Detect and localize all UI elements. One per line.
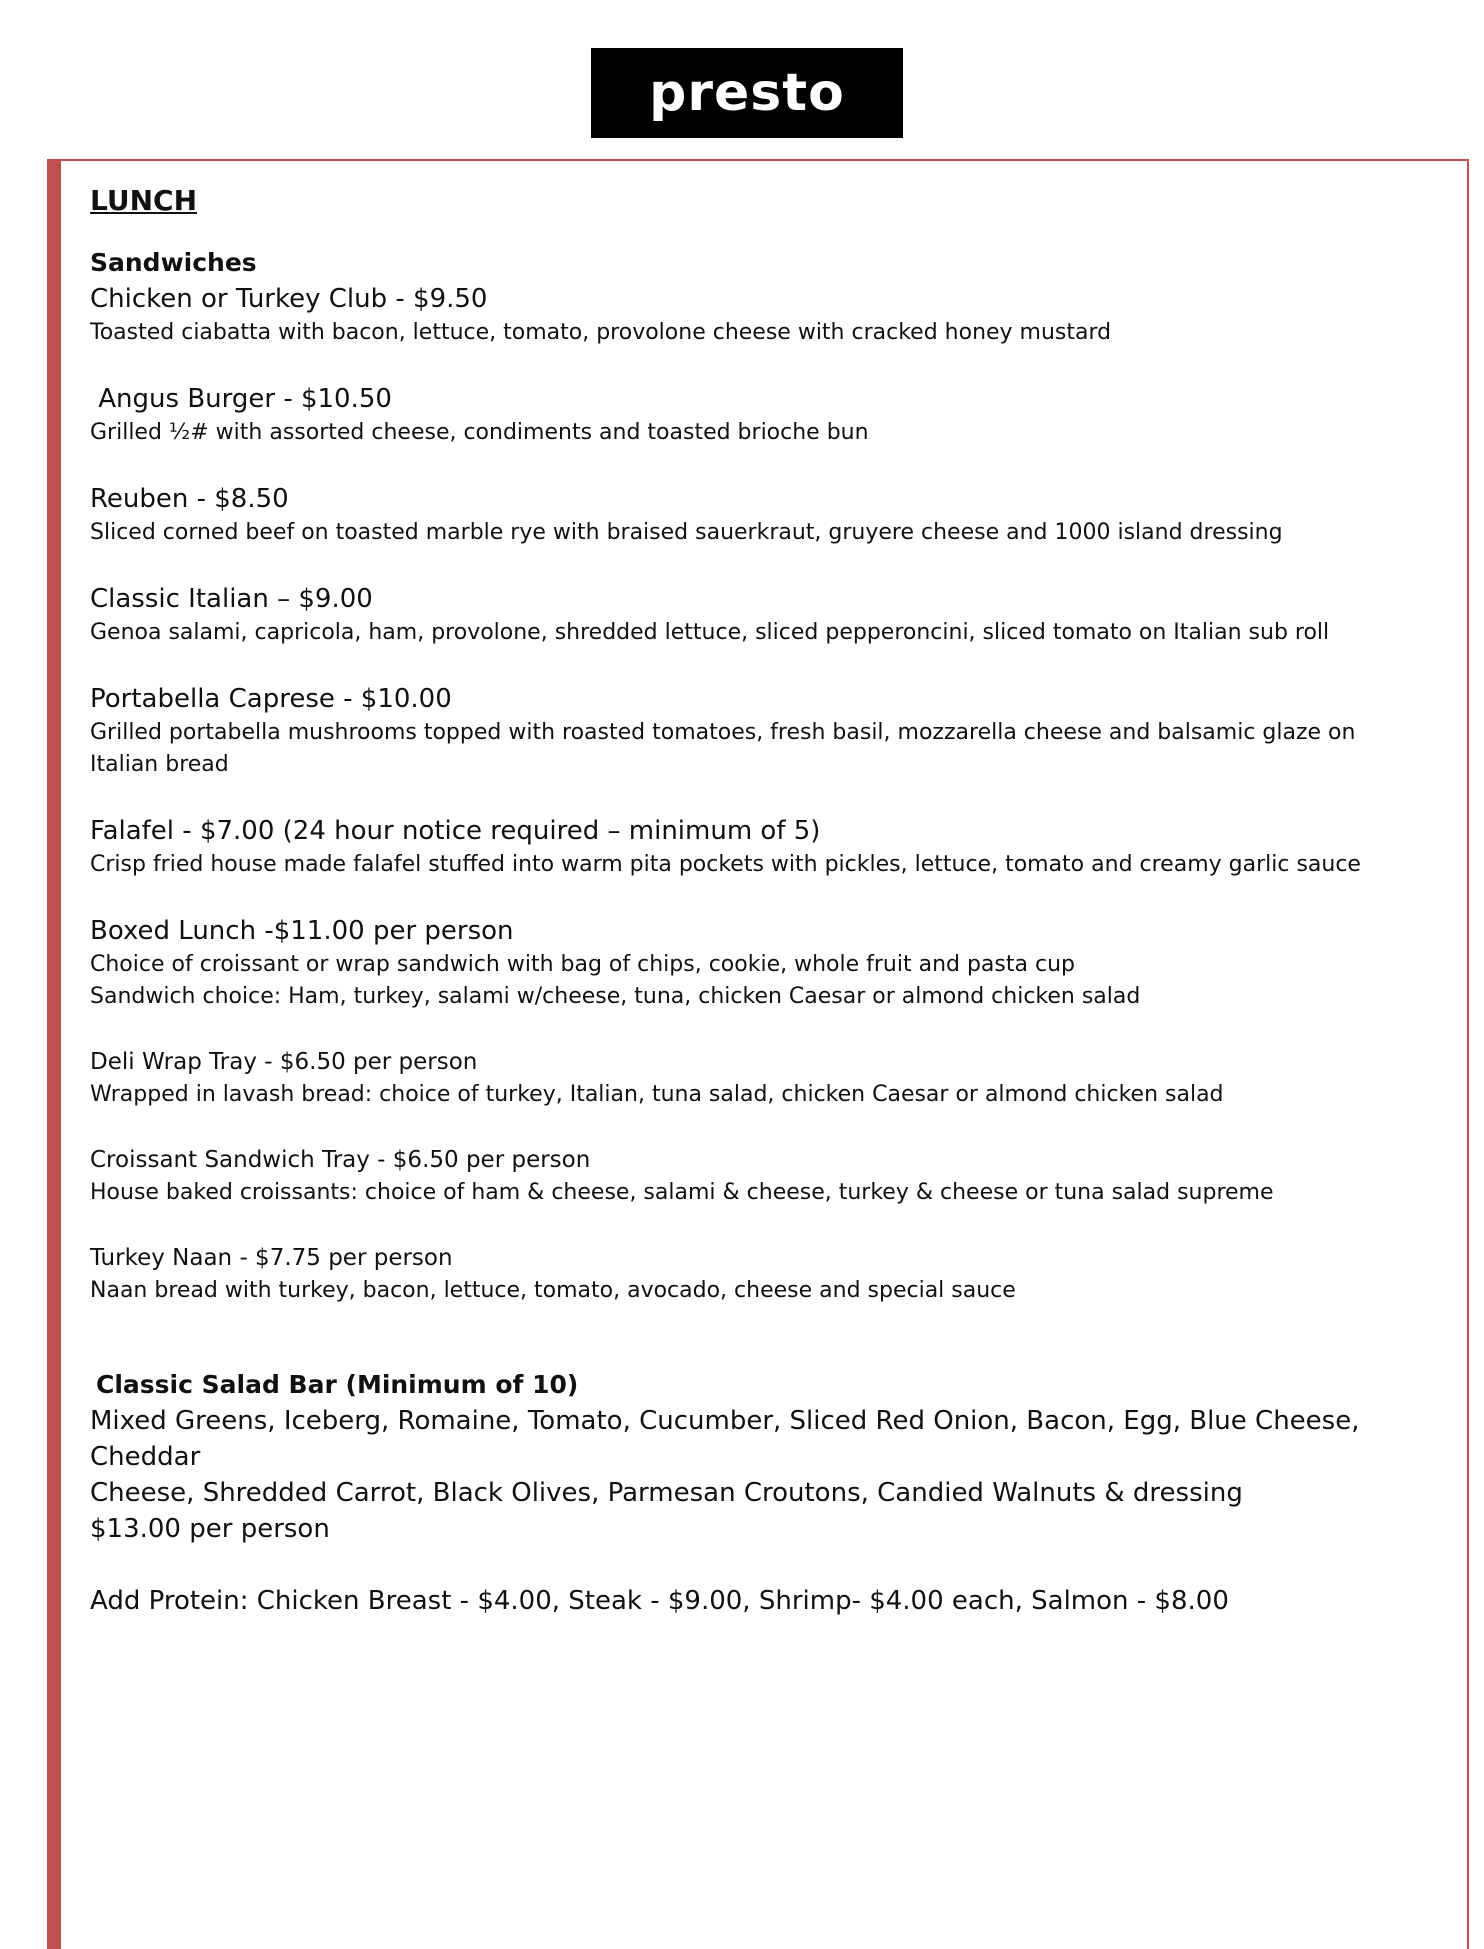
item-title: Falafel - $7.00 (24 hour notice required – minimum of 5) <box>90 816 821 846</box>
menu-item <box>90 681 1420 781</box>
item-title: Reuben - $8.50 <box>90 484 289 514</box>
item-desc: Wrapped in lavash bread: choice of turkey, Italian, tuna salad, chicken Caesar or almond chicken salad <box>90 1082 1224 1107</box>
menu-item <box>90 481 1420 549</box>
item-desc: Sandwich choice: Ham, turkey, salami w/cheese, tuna, chicken Caesar or almond chicken salad <box>90 984 1141 1009</box>
menu-item <box>90 913 1420 1013</box>
item-desc: Choice of croissant or wrap sandwich with bag of chips, cookie, whole fruit and pasta cup <box>90 952 1075 977</box>
item-desc: Genoa salami, capricola, ham, provolone, shredded lettuce, sliced pepperoncini, sliced tomato on Italian sub roll <box>90 620 1330 645</box>
menu-item <box>90 813 1420 881</box>
item-title: Deli Wrap Tray - $6.50 per person <box>90 1049 478 1075</box>
add-protein-line: Add Protein: Chicken Breast - $4.00, Steak - $9.00, Shrimp- $4.00 each, Salmon - $8.00 <box>90 1586 1229 1616</box>
menu-item <box>90 581 1420 649</box>
item-title: Turkey Naan - $7.75 per person <box>90 1245 453 1271</box>
item-desc: Italian bread <box>90 752 229 777</box>
salad-price: $13.00 per person <box>90 1514 330 1544</box>
item-title: Croissant Sandwich Tray - $6.50 per person <box>90 1147 591 1173</box>
item-desc: Sliced corned beef on toasted marble rye with braised sauerkraut, gruyere cheese and 1000 island dressing <box>90 520 1283 545</box>
item-desc: Toasted ciabatta with bacon, lettuce, tomato, provolone cheese with cracked honey mustard <box>90 320 1112 345</box>
item-desc: Grilled portabella mushrooms topped with roasted tomatoes, fresh basil, mozzarella cheese and balsamic glaze on <box>90 720 1356 745</box>
item-title: Chicken or Turkey Club - $9.50 <box>90 284 488 314</box>
item-desc: Grilled ½# with assorted cheese, condiments and toasted brioche bun <box>90 420 869 445</box>
logo <box>591 48 903 138</box>
item-desc: Naan bread with turkey, bacon, lettuce, tomato, avocado, cheese and special sauce <box>90 1278 1016 1303</box>
menu-item <box>90 381 1420 449</box>
menu-item <box>90 1143 1420 1209</box>
section-title-sandwiches: Sandwiches <box>90 248 257 277</box>
salad-line: Cheese, Shredded Carrot, Black Olives, Parmesan Croutons, Candied Walnuts & dressing <box>90 1478 1243 1508</box>
menu-item <box>90 281 1420 349</box>
menu-item <box>90 1045 1420 1111</box>
section-title-salad: Classic Salad Bar (Minimum of 10) <box>96 1370 579 1399</box>
salad-bar-section <box>90 1367 1420 1619</box>
salad-line: Mixed Greens, Iceberg, Romaine, Tomato, Cucumber, Sliced Red Onion, Bacon, Egg, Blue Cheese, Cheddar <box>90 1406 1360 1472</box>
menu-content <box>90 184 1420 1619</box>
item-desc: Crisp fried house made falafel stuffed into warm pita pockets with pickles, lettuce, tomato and creamy garlic sauce <box>90 852 1361 877</box>
menu-item <box>90 1241 1420 1307</box>
item-desc: House baked croissants: choice of ham & cheese, salami & cheese, turkey & cheese or tuna salad supreme <box>90 1180 1274 1205</box>
item-title: Classic Italian – $9.00 <box>90 584 373 614</box>
item-title: Angus Burger - $10.50 <box>90 384 392 414</box>
item-title: Portabella Caprese - $10.00 <box>90 684 452 714</box>
menu-heading: LUNCH <box>90 184 197 217</box>
logo-text: presto <box>649 63 845 123</box>
item-title: Boxed Lunch -$11.00 per person <box>90 916 514 946</box>
